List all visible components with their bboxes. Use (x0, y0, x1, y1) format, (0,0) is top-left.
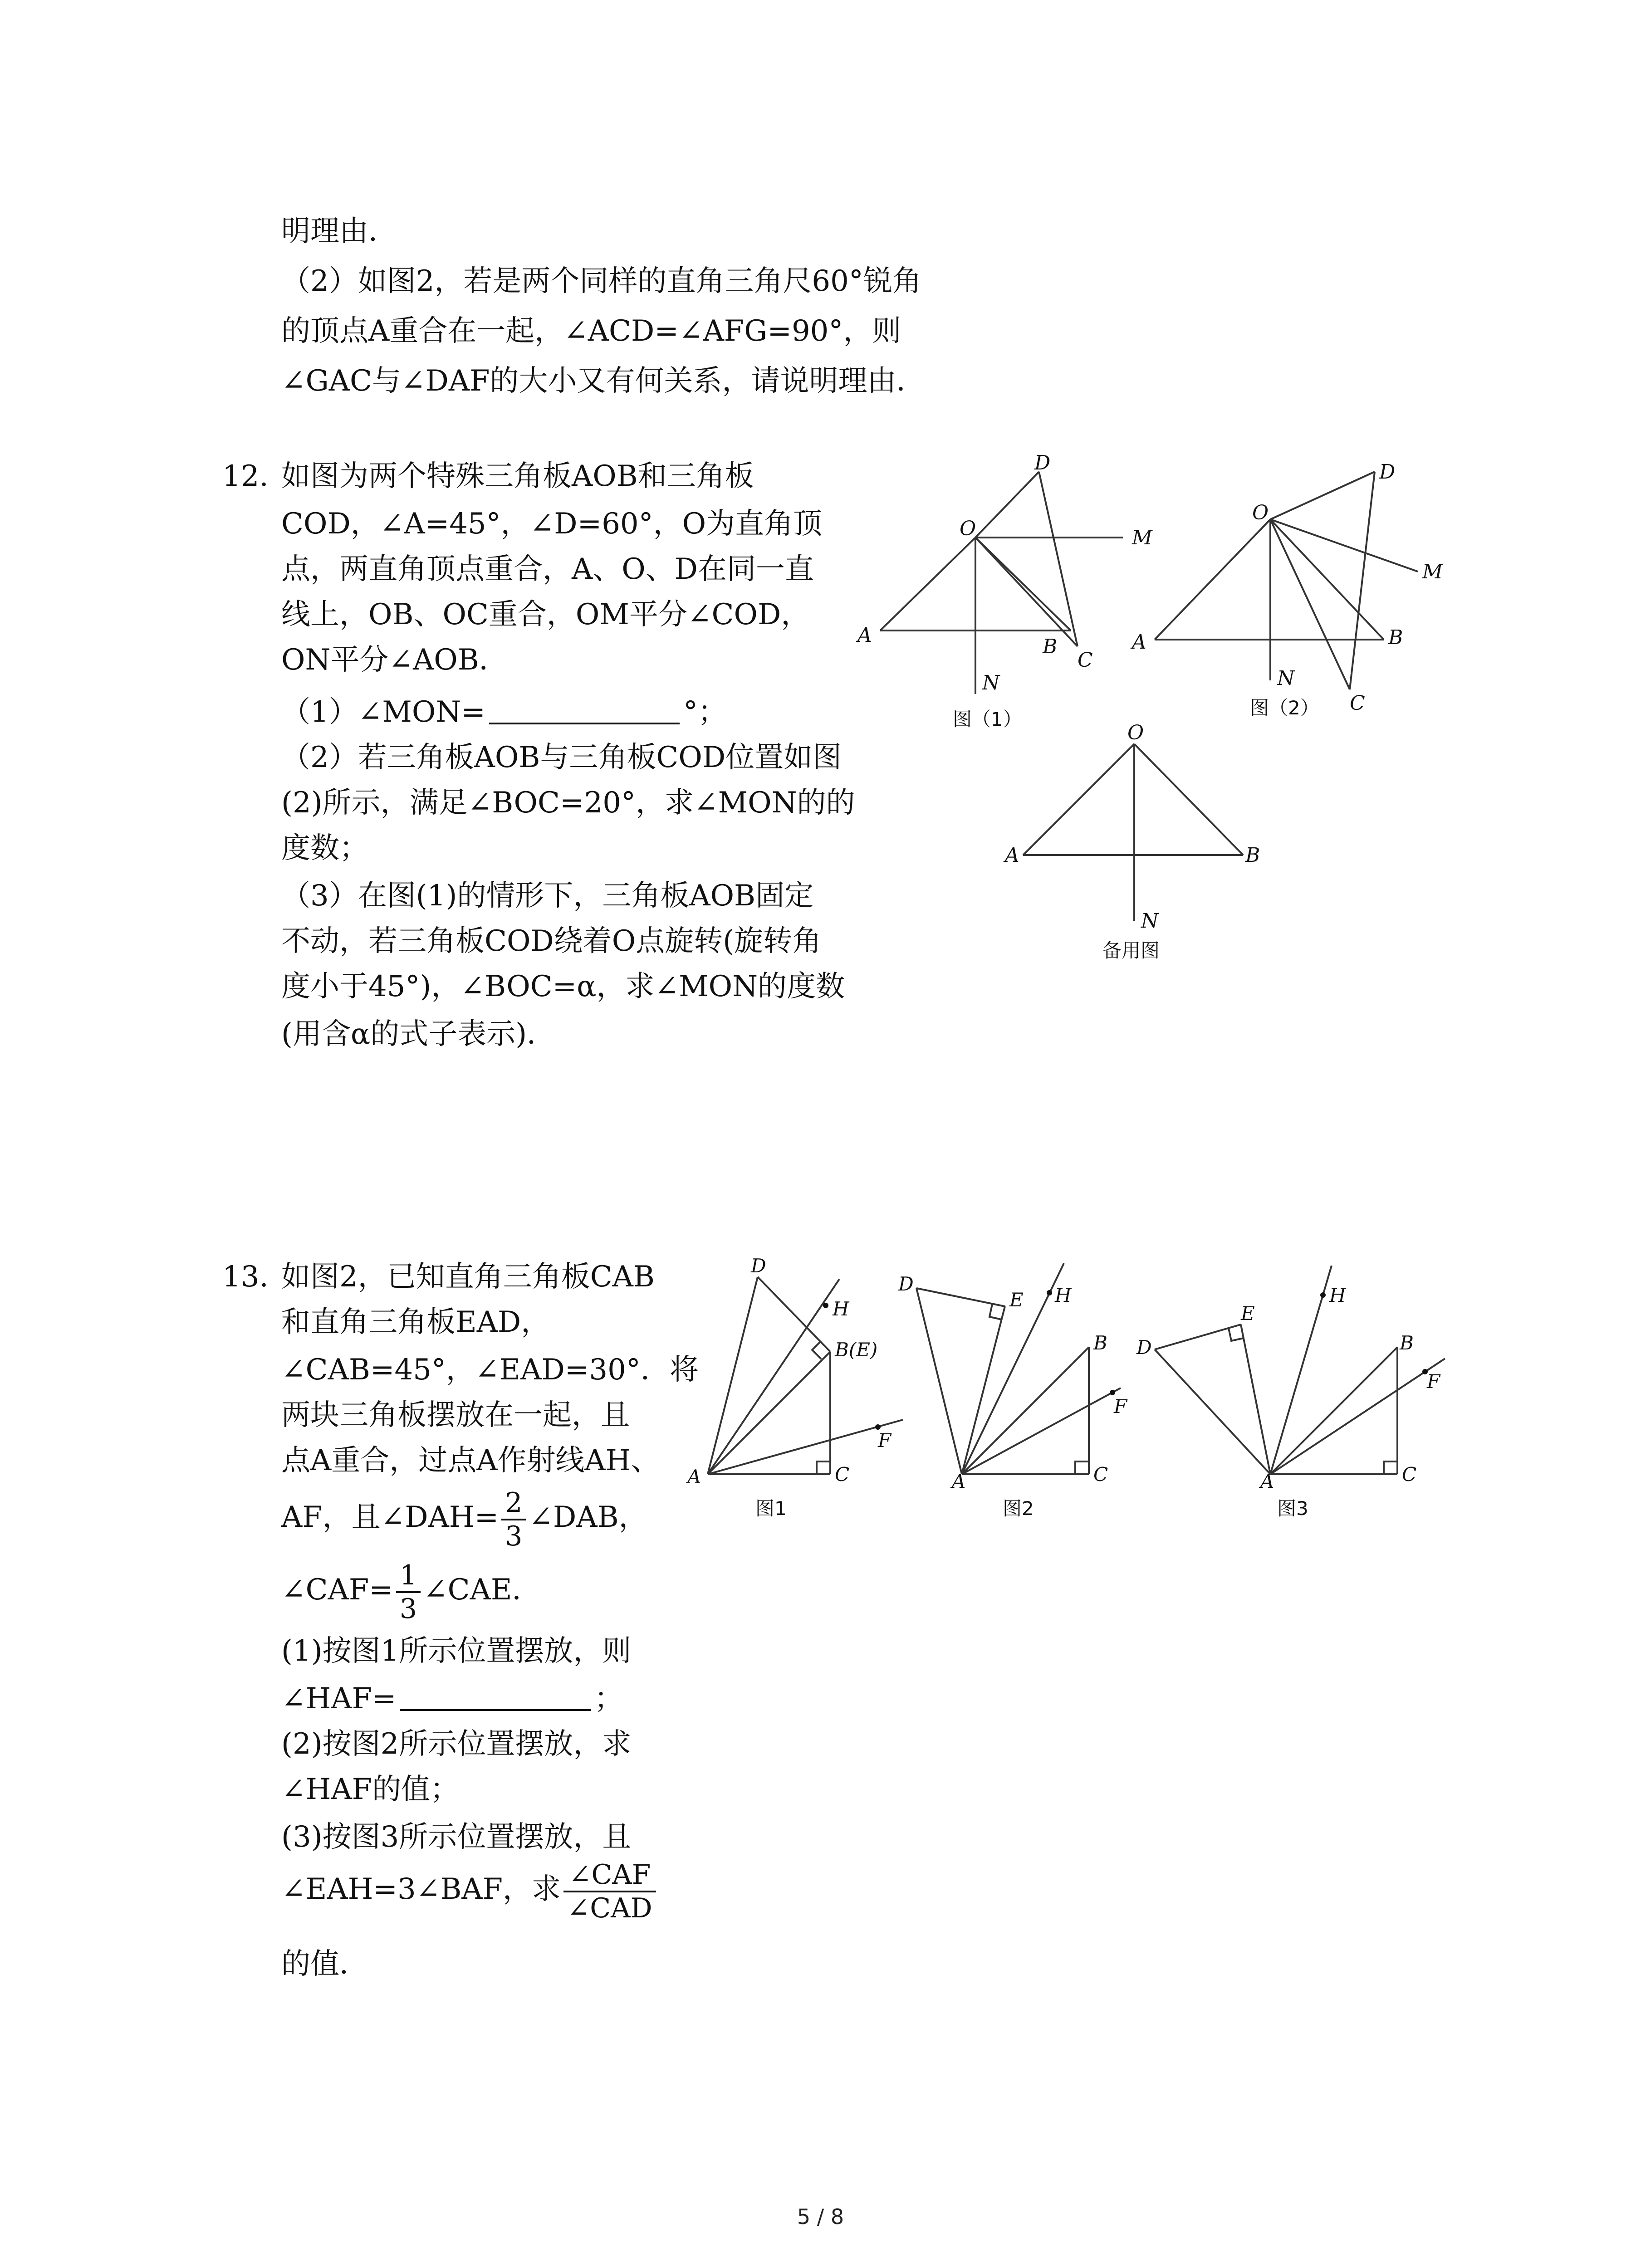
q13-line6-prefix: AF，且∠DAH= (281, 1501, 499, 1534)
q13-part3-line-3: 的值． (281, 1947, 368, 1981)
q12-part1-prefix: （1）∠MON= (281, 695, 485, 729)
q13-fig3-label-F: F (1427, 1370, 1440, 1393)
q13-fig2-right-angle-E (989, 1304, 1002, 1320)
q12-fig3-caption: 备用图 (1102, 939, 1160, 962)
q13-fig2-label-F: F (1114, 1395, 1127, 1418)
q12-part3-line-1: （3）在图(1)的情形下，三角板AOB固定 (281, 879, 814, 913)
q13-frac-1-3-num: 1 (396, 1559, 421, 1593)
prev-line-3: 的顶点A重合在一起，∠ACD=∠AFG=90°，则 (281, 314, 901, 348)
q13-line-5: 点A重合，过点A作射线AH、 (281, 1444, 660, 1477)
q13-fig2-label-H: H (1055, 1284, 1072, 1306)
q12-fig1-label-N: N (982, 671, 1000, 694)
q13-frac-2-3-num: 2 (501, 1487, 526, 1520)
q13-fig3-AE (1241, 1325, 1270, 1474)
q12-part2-line-3: 度数； (281, 831, 368, 865)
q12-fig1-label-O: O (960, 517, 976, 540)
q12-fig3-label-A: A (1005, 844, 1019, 867)
q13-fig1-AF (708, 1420, 903, 1474)
q13-fig1-label-H: H (833, 1298, 849, 1320)
q13-fig1-label-D: D (751, 1255, 766, 1277)
q12-fig1-caption: 图（1） (953, 708, 1022, 730)
q13-fig3-label-B: B (1400, 1332, 1414, 1354)
q13-part1-prefix: ∠HAF= (281, 1682, 397, 1716)
q13-fig2-label-E: E (1009, 1289, 1024, 1311)
q13-fig1-right-angle-C (817, 1461, 830, 1474)
q12-part2-line-2: (2)所示，满足∠BOC=20°，求∠MON的的 (281, 786, 855, 820)
q12-fig1-label-D: D (1034, 451, 1051, 474)
q13-part3-prefix: ∠EAH=3∠BAF，求 (281, 1872, 561, 1906)
q13-fig1-point-H (823, 1303, 828, 1308)
q13-fig2-label-D: D (898, 1273, 914, 1295)
prev-line-2: （2）如图2，若是两个同样的直角三角尺60°锐角 (281, 264, 921, 298)
q13-frac-cad: ∠CAD (567, 1892, 652, 1924)
q13-fig3-DE (1155, 1325, 1241, 1349)
q13-fig1-caption: 图1 (755, 1497, 787, 1520)
q13-fig2-point-F (1110, 1390, 1115, 1395)
q13-line6-suffix: ∠DAB， (529, 1501, 648, 1534)
q13-fig2-AB (962, 1347, 1089, 1474)
q13-fig2-label-B: B (1093, 1332, 1107, 1354)
q12-line-1: 如图为两个特殊三角板AOB和三角板 (281, 459, 754, 493)
q13-line-3: ∠CAB=45°，∠EAD=30°．将 (281, 1353, 699, 1387)
q13-part1-suffix: ； (594, 1682, 623, 1716)
q12-part3-line-2: 不动，若三角板COD绕着O点旋转(旋转角 (281, 924, 822, 958)
q13-fig3-caption: 图3 (1277, 1497, 1308, 1520)
q13-fig3-label-A: A (1260, 1470, 1274, 1492)
q12-line-4: 线上，OB、OC重合，OM平分∠COD， (281, 598, 810, 631)
q12-number: 12. (222, 459, 269, 493)
q13-fig1-label-C: C (835, 1463, 850, 1486)
q13-part2-line-1: (2)按图2所示位置摆放，求 (281, 1727, 632, 1761)
q12-fig2-label-N: N (1277, 667, 1295, 690)
q13-frac-caf: ∠CAF (563, 1859, 656, 1892)
q13-fig3-label-D: D (1136, 1336, 1152, 1359)
q13-fig1-label-A: A (687, 1466, 701, 1488)
q12-fig2-label-D: D (1379, 460, 1396, 484)
q13-fig3-label-C: C (1402, 1463, 1417, 1486)
q12-fig2-label-O: O (1252, 501, 1269, 524)
q13-line-1: 如图2，已知直角三角板CAB (281, 1260, 655, 1294)
q13-fig2-label-A: A (952, 1470, 966, 1492)
q12-part3-line-4: (用含α的式子表示)． (281, 1017, 556, 1051)
q13-fig3-label-H: H (1329, 1284, 1346, 1306)
q12-fig3-label-N: N (1141, 909, 1159, 933)
q12-part1-suffix: °； (683, 695, 727, 729)
q12-line-5: ON平分∠AOB． (281, 643, 508, 677)
q13-fig1-AD (708, 1277, 758, 1474)
q12-fig2-label-A: A (1132, 631, 1146, 654)
q13-fig2-DE (916, 1288, 1005, 1306)
q13-line7-suffix: ∠CAE． (423, 1573, 541, 1607)
q13-fig2-AD (916, 1288, 962, 1474)
q13-fig2-caption: 图2 (1003, 1497, 1034, 1520)
q13-part1-line-1: (1)按图1所示位置摆放，则 (281, 1634, 632, 1668)
q13-part2-line-2: ∠HAF的值； (281, 1773, 460, 1806)
q13-fig1-label-F: F (878, 1429, 892, 1452)
q12-fig2-label-M: M (1422, 560, 1443, 583)
q13-fig1-AH (708, 1279, 839, 1474)
q13-frac-1-3-den: 3 (399, 1593, 417, 1625)
q13-fig1-AB (708, 1352, 830, 1474)
q13-fig3-label-E: E (1241, 1302, 1255, 1325)
q13-frac-2-3-den: 3 (505, 1520, 523, 1552)
q12-part3-line-3: 度小于45°)，∠BOC=α，求∠MON的度数 (281, 970, 845, 1003)
q12-part2-line-1: （2）若三角板AOB与三角板COD位置如图 (281, 741, 842, 774)
q13-line7-prefix: ∠CAF= (281, 1573, 393, 1607)
q12-fig1-label-C: C (1078, 649, 1093, 672)
q13-fig3-point-H (1320, 1292, 1326, 1298)
q12-fig1-label-A: A (857, 624, 872, 647)
q12-fig1-label-B: B (1043, 635, 1058, 658)
q13-fig3-lines (1155, 1266, 1445, 1474)
q13-fig2-point-H (1047, 1290, 1052, 1295)
q13-fig2-right-angle-C (1075, 1461, 1089, 1474)
q13-number: 13. (222, 1260, 269, 1294)
q13-fig2-AF (962, 1388, 1121, 1474)
q12-fig2-label-C: C (1350, 692, 1365, 715)
prev-line-1: 明理由． (281, 215, 397, 248)
q13-fig3-right-angle-C (1384, 1461, 1397, 1474)
q13-fig1-DE (758, 1277, 830, 1352)
q12-line-2: COD，∠A=45°，∠D=60°，O为直角顶 (281, 507, 823, 541)
q13-fig2-AE (962, 1306, 1005, 1474)
prev-line-4: ∠GAC与∠DAF的大小又有何关系，请说明理由． (281, 364, 926, 398)
q13-fig3-AD (1155, 1349, 1270, 1474)
q12-fig3-label-B: B (1245, 844, 1260, 867)
q12-fig1-label-M: M (1132, 526, 1153, 549)
q13-fig1-label-BE: B(E) (835, 1339, 878, 1361)
q12-fig3-label-O: O (1127, 721, 1144, 744)
q13-fig1-right-angle-E (812, 1342, 821, 1359)
q13-line-2: 和直角三角板EAD， (281, 1305, 550, 1339)
q13-fig3-AF (1270, 1359, 1445, 1474)
q12-fig2-caption: 图（2） (1250, 697, 1319, 719)
page-number: 5 / 8 (797, 2204, 844, 2229)
q12-line-3: 点，两直角顶点重合，A、O、D在同一直 (281, 552, 814, 586)
q12-fig2-label-B: B (1388, 626, 1403, 649)
q13-fig2-label-C: C (1093, 1463, 1108, 1486)
q13-line-4: 两块三角板摆放在一起，且 (281, 1398, 630, 1432)
q13-fig1-lines (708, 1277, 903, 1474)
q13-part3-line-1: (3)按图3所示位置摆放，且 (281, 1820, 632, 1854)
